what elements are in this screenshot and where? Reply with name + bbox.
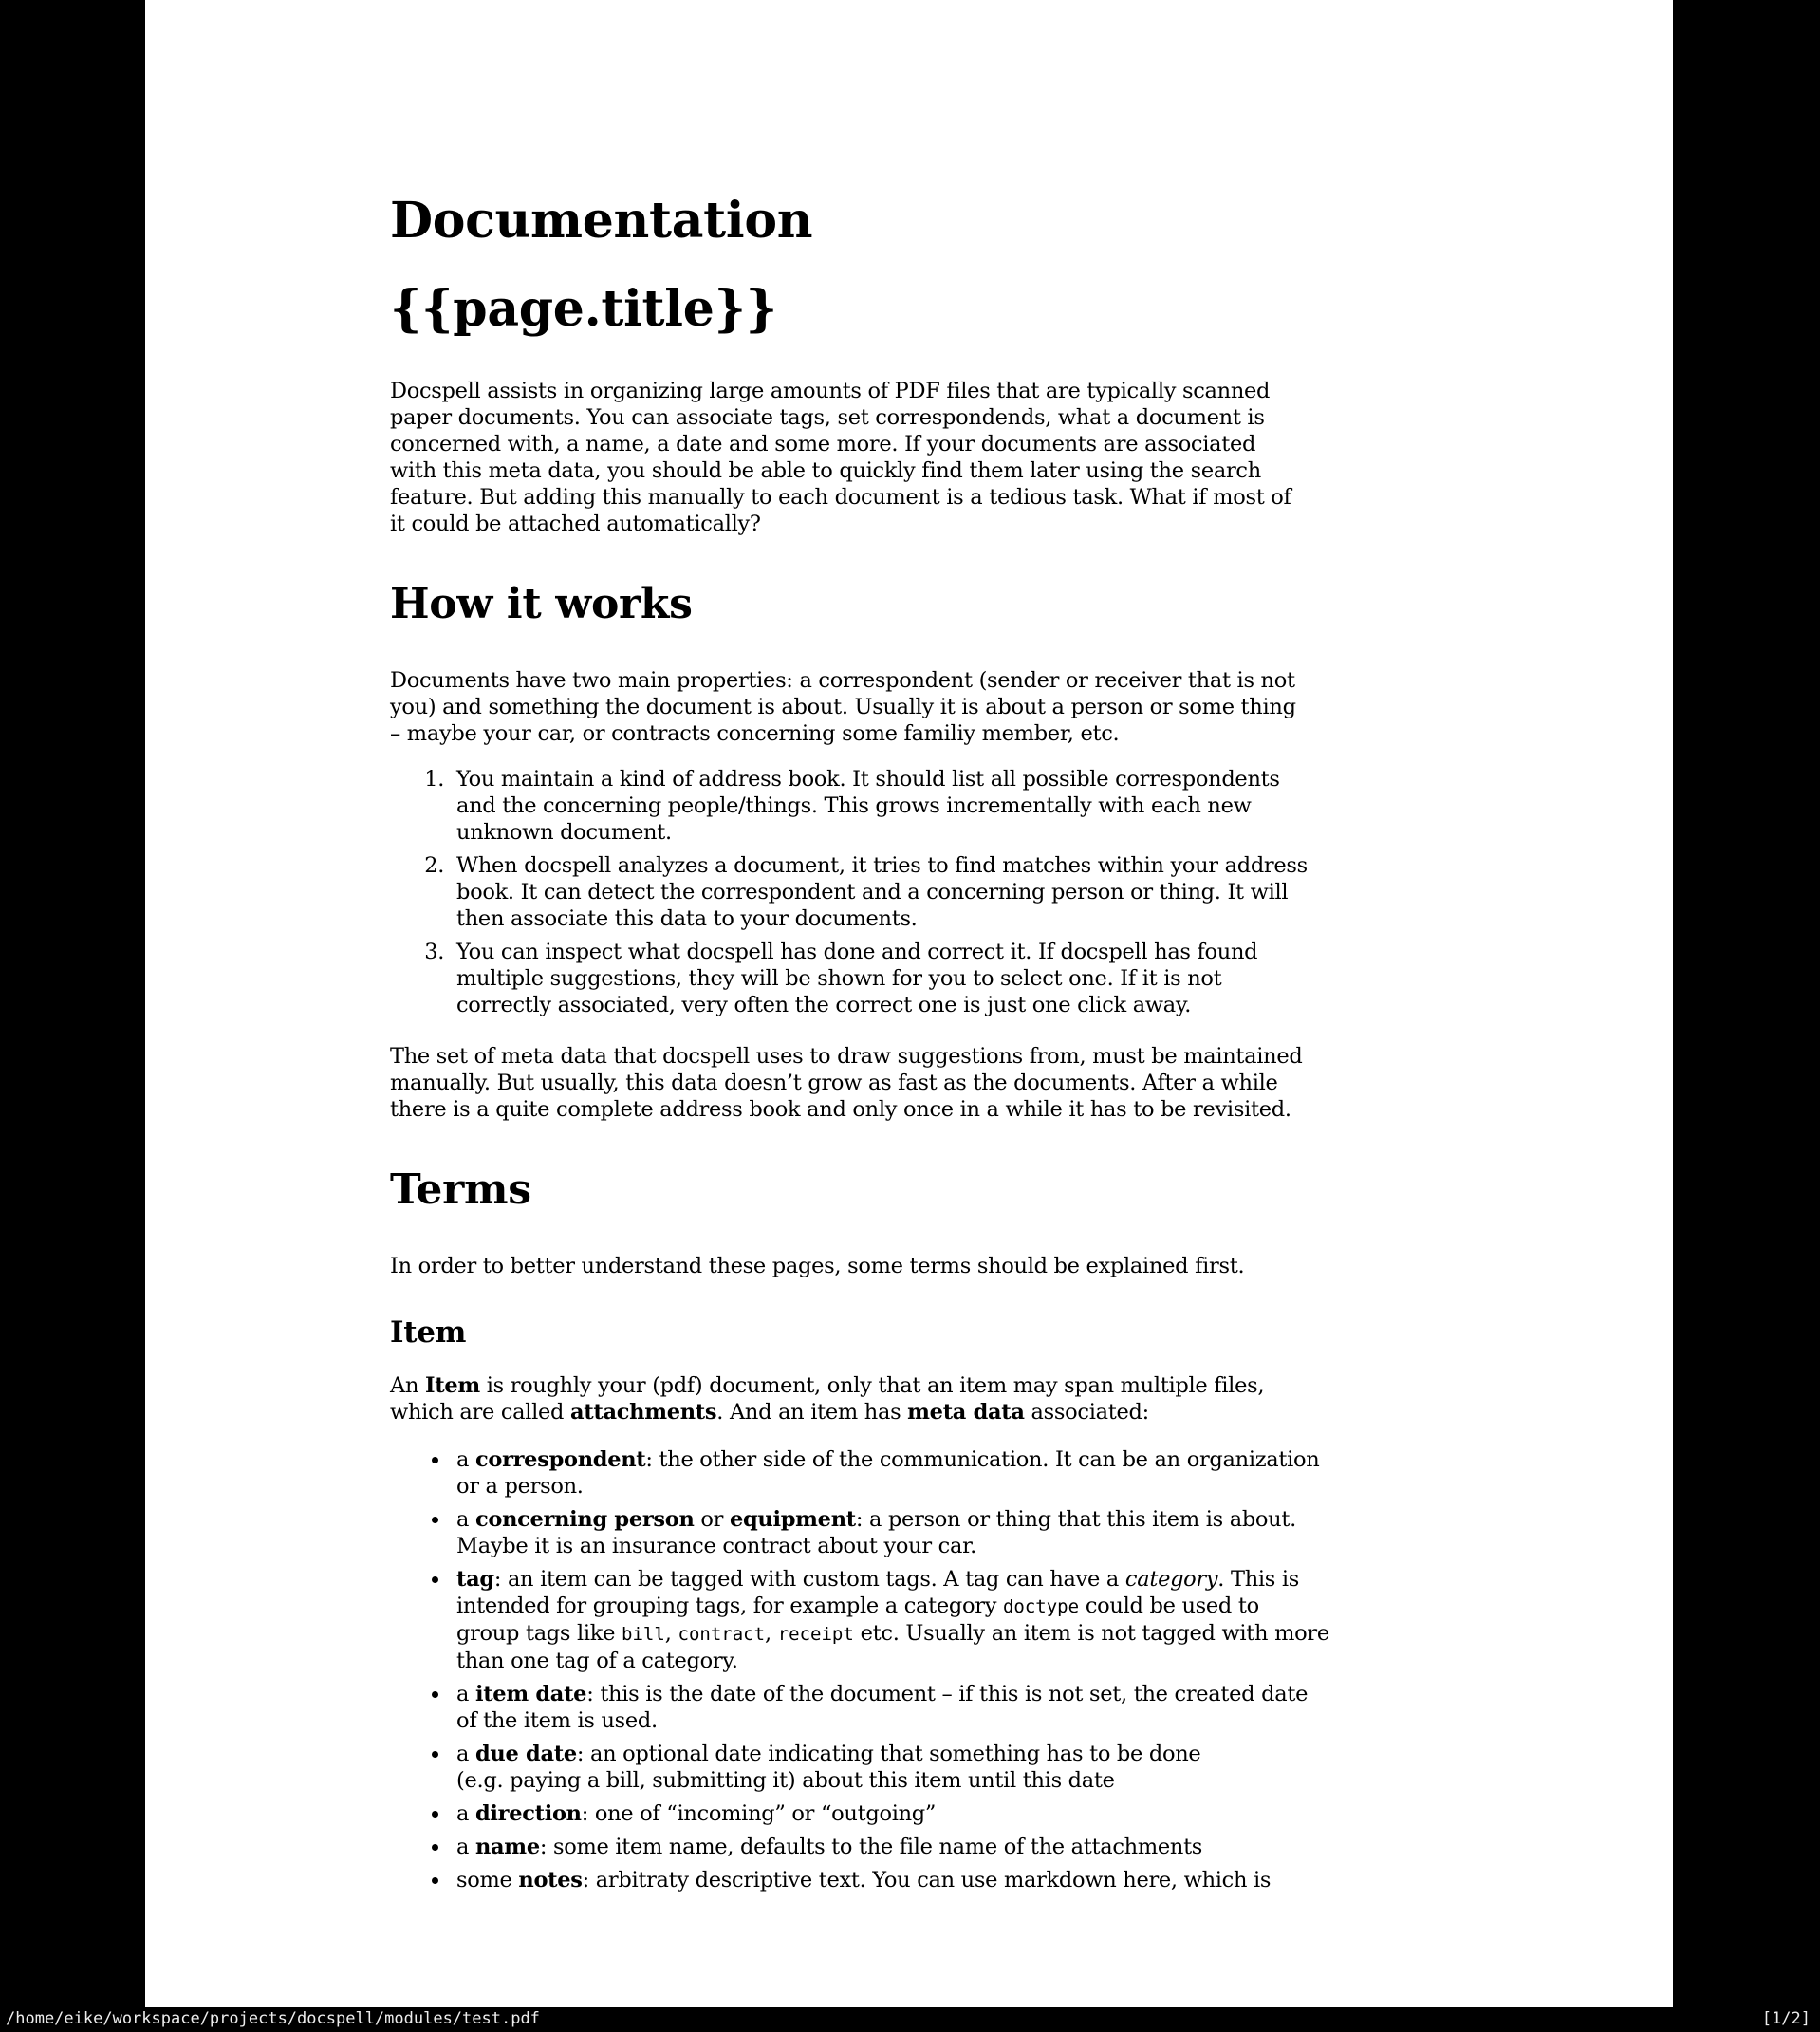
section-heading-terms: Terms — [390, 1165, 531, 1214]
meta-item: • a concerning person or equipment: a person or thing that this item is about. Maybe it is an insurance contract about your car. — [451, 1506, 1388, 1559]
how-it-works-paragraph: Documents have two main properties: a correspondent (sender or receiver that is not you) and something the document is about. Usually it is about a person or some thing – maybe your car, or contracts concerning some familiy member, etc. — [390, 668, 1296, 746]
step-item: 3. You can inspect what docspell has done and correct it. If docspell has found multiple suggestions, they will be shown for you to select one. If it is not correctly associated, very often the correct one is just one click away. — [451, 939, 1388, 1018]
item-meta-list — [390, 1446, 1388, 1893]
meta-item: • some notes: arbitraty descriptive text. You can use markdown here, which is — [451, 1867, 1388, 1893]
item-paragraph: An Item is roughly your (pdf) document, only that an item may span multiple files, which are called attachments. And an item has meta data associated: — [390, 1373, 1265, 1425]
meta-item: • tag: an item can be tagged with custom tags. A tag can have a category. This is intended for grouping tags, for example a category doctype could be used to group tags like bill, contract, receipt etc. Usually an item is not tagged with more than one tag of a category. — [451, 1566, 1388, 1674]
meta-item: • a due date: an optional date indicating that something has to be done (e.g. paying a bill, submitting it) about this item until this date — [451, 1741, 1388, 1794]
how-it-works-steps — [390, 766, 1388, 1018]
subsection-heading-item: Item — [390, 1315, 467, 1350]
meta-item: • a name: some item name, defaults to the file name of the attachments — [451, 1834, 1388, 1860]
step-item: 1. You maintain a kind of address book. It should list all possible correspondents and the concerning people/things. This grows incrementally with each new unknown document. — [451, 766, 1388, 846]
intro-paragraph: Docspell assists in organizing large amounts of PDF files that are typically scanned paper documents. You can associate tags, set correspondends, what a document is concerned with, a name, a date and some more. If your documents are associated with this meta data, you should be able to quickly find them later using the search feature. But adding this manually to each document is a tedious task. What if most of it could be attached automatically? — [390, 379, 1291, 536]
statusbar — [0, 2007, 1820, 2032]
doc-subtitle: {{page.title}} — [390, 280, 777, 338]
doc-title: Documentation — [390, 192, 813, 250]
how-it-works-outro: The set of meta data that docspell uses to draw suggestions from, must be maintained manually. But usually, this data doesn’t grow as fast as the documents. After a while there is a quite complete address book and only once in a while it has to be revisited. — [390, 1044, 1303, 1122]
step-item: 2. When docspell analyzes a document, it tries to find matches within your address book. It can detect the correspondent and a concerning person or thing. It will then associate this data to your documents. — [451, 852, 1388, 932]
section-heading-how-it-works: How it works — [390, 580, 693, 628]
page-content — [145, 0, 1673, 1893]
statusbar-filepath: /home/eike/workspace/projects/docspell/modules/test.pdf — [6, 2009, 540, 2028]
meta-item: • a direction: one of “incoming” or “outgoing” — [451, 1800, 1388, 1827]
terms-paragraph: In order to better understand these pages, some terms should be explained first. — [390, 1254, 1245, 1278]
statusbar-page-indicator: [1/2] — [1761, 2009, 1811, 2028]
meta-item: • a correspondent: the other side of the communication. It can be an organization or a person. — [451, 1446, 1388, 1500]
meta-item: • a item date: this is the date of the document – if this is not set, the created date of the item is used. — [451, 1681, 1388, 1734]
pdf-page — [145, 0, 1673, 2007]
